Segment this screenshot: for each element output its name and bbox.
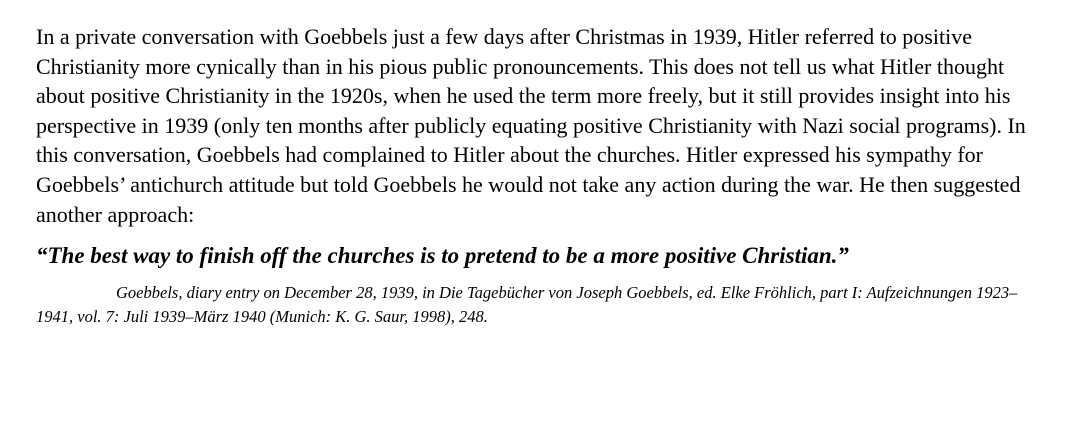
citation-footnote: Goebbels, diary entry on December 28, 1939, in Die Tagebücher von Joseph Goebbels, ed. Elke Fröhlich, part I: Aufzeichnungen 1923– 1941, vol. 7: Juli 1939–März 1940 (Munich: K. G. Saur, 1998), 248. — [36, 283, 1018, 327]
document-page — [36, 22, 1046, 329]
pull-quote: “The best way to finish off the churches is to pretend to be a more positive Christian.” — [36, 243, 849, 269]
body-paragraph: In a private conversation with Goebbels just a few days after Christmas in 1939, Hitler referred to positive Christianity more cynically than in his pious public pronouncements. This does not tell us what Hitler thought about positive Christianity in the 1920s, when he used the term more freely, but it still provides insight into his perspective in 1939 (only ten months after publicly equating positive Christianity with Nazi social programs). In this conversation, Goebbels had complained to Hitler about the churches. Hitler expressed his sympathy for Goebbels’ antichurch attitude but told Goebbels he would not take any action during the war. He then suggested another approach: — [36, 24, 1026, 227]
